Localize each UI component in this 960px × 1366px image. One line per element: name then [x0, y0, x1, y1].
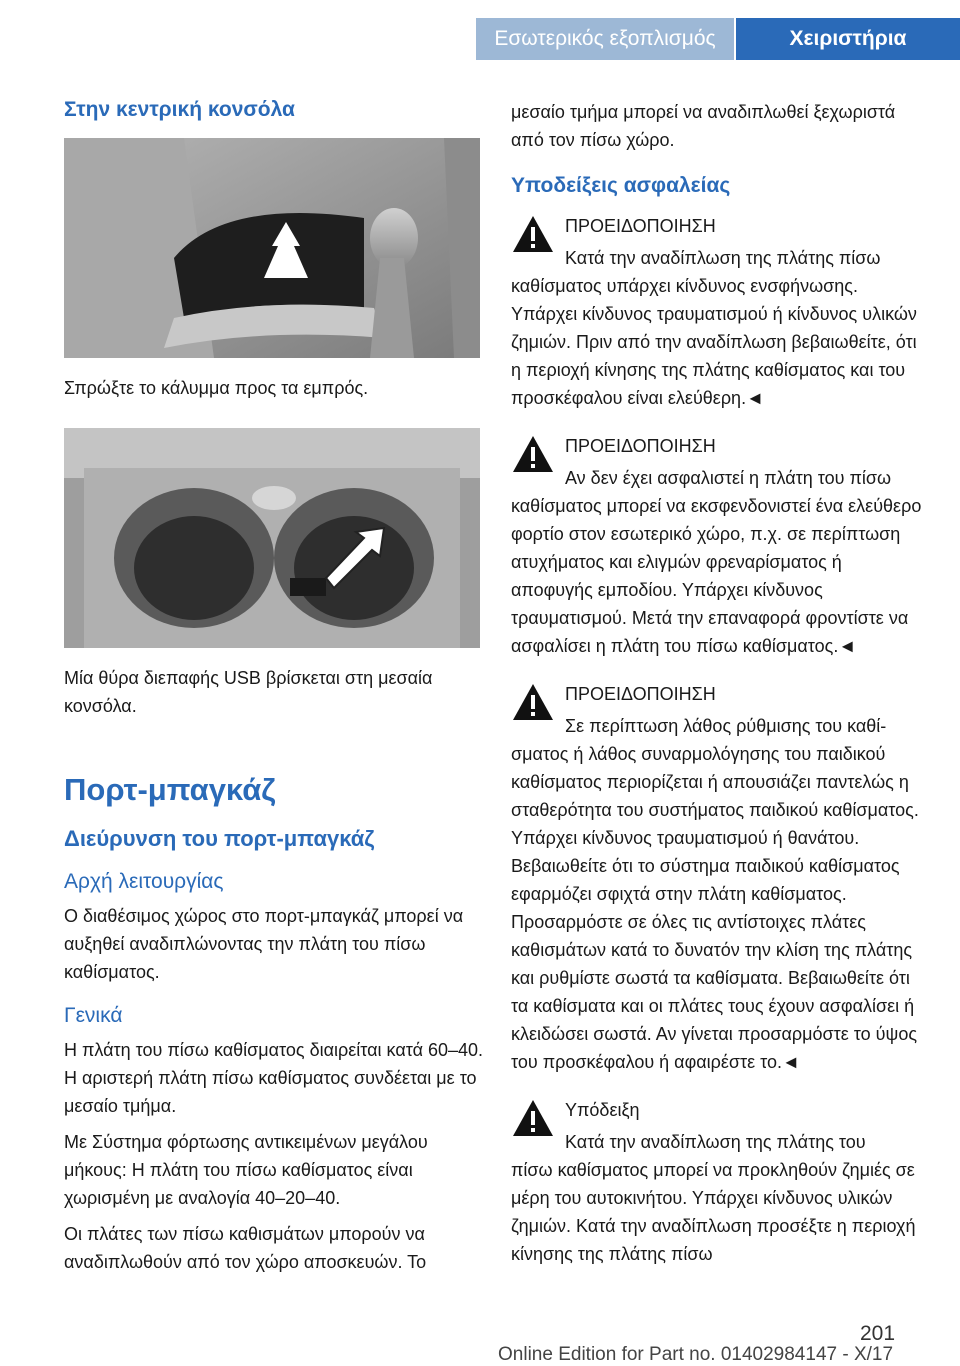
warning-first-line: Αν δεν έχει ασφαλιστεί η πλάτη του πίσω	[565, 468, 892, 488]
note-block	[511, 1096, 926, 1268]
text-general-2: Με Σύστημα φόρτωσης αντικειμένων μεγάλου μήκους: Η πλάτη του πίσω καθίσματος είναι χωρισμένη με αναλογία 40–20–40.	[64, 1132, 428, 1208]
photo-console-cover	[64, 138, 480, 358]
warning-text: καθίσματος μπορεί να εκσφενδονιστεί ένα ελεύθερο φορτίο στον εσωτερικό χώρο, π.χ. σε περίπτωση ατυχήματος και ελιγμών φρεναρίσματος ή αποφυγής εμποδίου. Υπάρχει κίνδυνος τραυματισμού. Μετά την επαναφορά φροντίστε να ασφαλίσει η πλάτη του πίσω καθίσματος.◄	[511, 496, 922, 656]
warning-triangle-icon	[511, 214, 555, 254]
note-label: Υπόδειξη	[565, 1100, 640, 1120]
warning-label: ΠΡΟΕΙΔΟΠΟΙΗΣΗ	[565, 684, 716, 704]
text-principle: Ο διαθέσιμος χώρος στο πορτ-μπαγκάζ μπορεί να αυξηθεί αναδιπλώνοντας την πλάτη του πίσω καθίσματος.	[64, 906, 464, 982]
warning-text: σματος ή λάθος συναρμολόγησης του παιδικού καθίσματος περιορίζεται ή απουσιάζει παντελώς η σταθερότητα του συστήματος παιδικού καθίσματος. Υπάρχει κίνδυνος τραυματισμού ή θανάτου. Βεβαιωθείτε ότι το σύστημα παιδικού καθίσματος εφαρμόζει σφιχτά στην πλάτη καθίσματος. Προσαρμόστε σε όλες τις αντίστοιχες πλάτες καθισμάτων κατά το δυνατόν την κλίση της πλάτης και ρυθμίστε σωστά τα καθίσματα. Βεβαιωθείτε ότι τα καθίσματα και οι πλάτες τους έχουν ασφαλίσει ή κλειδώσει σωστά. Αν γίνεται προσαρμόστε το ύψος του προσκέφαλου ή αφαιρέστε το.◄	[511, 744, 919, 1072]
usb-port-illustration	[64, 428, 480, 648]
warning-label: ΠΡΟΕΙΔΟΠΟΙΗΣΗ	[565, 216, 716, 236]
warning-triangle-icon	[511, 434, 555, 474]
note-text: πίσω καθίσματος μπορεί να προκληθούν ζημιές σε μέρη του αυτοκινήτου. Υπάρχει κίνδυνος υλικών ζημιών. Κατά την αναδίπλωση προσέξτε η περιοχή κίνησης της πλάτης πίσω	[511, 1160, 916, 1264]
heading-principle: Αρχή λειτουργίας	[64, 870, 224, 893]
warning-block	[511, 212, 926, 412]
footer-edition: Online Edition for Part no. 01402984147 - X/17	[498, 1344, 894, 1365]
header-chapter: Χειριστήρια	[736, 18, 960, 60]
page-number: 201	[860, 1322, 896, 1345]
subtitle-expand-boot: Διεύρυνση του πορτ-μπαγκάζ	[64, 826, 375, 851]
console-cover-illustration	[64, 138, 480, 358]
text-general-1: Η πλάτη του πίσω καθίσματος διαιρείται κατά 60–40. Η αριστερή πλάτη πίσω καθίσματος συνδέεται με το μεσαίο τμήμα.	[64, 1040, 484, 1116]
caption-usb: Μία θύρα διεπαφής USB βρίσκεται στη μεσαία κονσόλα.	[64, 668, 433, 716]
caption-cover: Σπρώξτε το κάλυμμα προς τα εμπρός.	[64, 378, 369, 398]
note-first-line: Κατά την αναδίπλωση της πλάτης του	[565, 1132, 866, 1152]
heading-safety: Υποδείξεις ασφαλείας	[511, 174, 731, 197]
warning-triangle-icon	[511, 682, 555, 722]
warning-first-line: Σε περίπτωση λάθος ρύθμισης του καθί-	[565, 716, 887, 736]
photo-usb-port	[64, 428, 480, 648]
warning-first-line: Κατά την αναδίπλωση της πλάτης πίσω	[565, 248, 881, 268]
left-column	[64, 98, 484, 1284]
text-general-3: Οι πλάτες των πίσω καθισμάτων μπορούν να αναδιπλωθούν από τον χώρο αποσκευών. Το	[64, 1224, 427, 1272]
warning-block	[511, 680, 926, 1076]
warning-text: καθίσματος υπάρχει κίνδυνος ενσφήνωσης. Υπάρχει κίνδυνος τραυματισμού ή κίνδυνος υλικών ζημιών. Πριν από την αναδίπλωση βεβαιωθείτε, ότι η περιοχή κίνησης της πλάτης καθίσματος και του προσκέφαλου είναι ελεύθερη.◄	[511, 276, 917, 408]
header-section: Εσωτερικός εξοπλισμός	[476, 18, 734, 60]
title-boot: Πορτ-μπαγκάζ	[64, 772, 276, 807]
text-continued: μεσαίο τμήμα μπορεί να αναδιπλωθεί ξεχωριστά από τον πίσω χώρο.	[511, 102, 896, 150]
heading-general: Γενικά	[64, 1004, 123, 1027]
right-column	[511, 98, 926, 1288]
warning-label: ΠΡΟΕΙΔΟΠΟΙΗΣΗ	[565, 436, 716, 456]
warning-triangle-icon	[511, 1098, 555, 1138]
warning-block	[511, 432, 926, 660]
heading-center-console: Στην κεντρική κονσόλα	[64, 98, 295, 121]
